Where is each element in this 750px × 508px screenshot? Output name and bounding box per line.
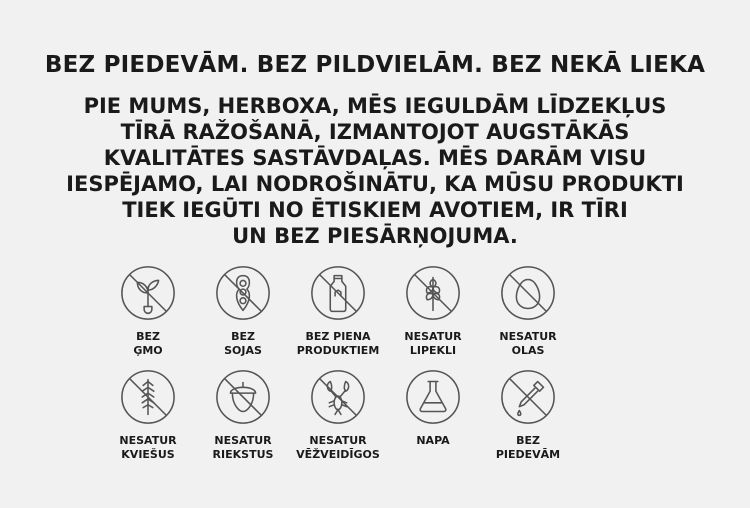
badge-napa — [378, 368, 488, 448]
badge-label: PIEDEVĀM — [495, 448, 561, 461]
headline: BEZ PIEDEVĀM. BEZ PILDVIELĀM. BEZ NEKĀ LIEKA — [44, 52, 706, 78]
mission-line: TIEK IEGŪTI NO ĒTISKIEM AVOTIEM, IR TĪRI — [122, 198, 628, 222]
milk-bottle-icon — [309, 264, 367, 322]
badge-label: BEZ — [516, 434, 540, 447]
soy-icon — [214, 264, 272, 322]
badge-no-wheat — [93, 368, 203, 462]
badge-no-nuts — [188, 368, 298, 462]
mission-line: KVALITĀTES SASTĀVDAĻAS. MĒS DARĀM VISU — [103, 146, 647, 170]
badge-label: NESATUR — [499, 330, 557, 343]
shellfish-icon — [309, 368, 367, 426]
badge-no-gmo — [93, 264, 203, 358]
badge-label: NESATUR — [119, 434, 177, 447]
mission-line: TĪRĀ RAŽOŠANĀ, IZMANTOJOT AUGSTĀKĀS — [120, 120, 630, 144]
badge-no-gluten — [378, 264, 488, 358]
egg-icon — [499, 264, 557, 322]
badge-no-soy — [188, 264, 298, 358]
badge-label: NESATUR — [404, 330, 462, 343]
badge-no-dairy — [283, 264, 393, 358]
badge-label: ĢMO — [133, 344, 163, 357]
badge-label: KVIEŠUS — [121, 448, 175, 461]
nut-icon — [214, 368, 272, 426]
mission-line: UN BEZ PIESĀRŅOJUMA. — [232, 224, 518, 248]
badge-no-additives — [473, 368, 583, 462]
dropper-icon — [499, 368, 557, 426]
badge-label: VĒŽVEIDĪGOS — [296, 448, 380, 461]
badge-label: SOJAS — [224, 344, 262, 357]
badge-no-eggs — [473, 264, 583, 358]
badge-label: LIPEKLI — [409, 344, 457, 357]
badge-label: NAPA — [416, 434, 450, 447]
badge-label: PRODUKTIEM — [296, 344, 380, 357]
gmo-seedling-icon — [119, 264, 177, 322]
mission-statement — [40, 93, 710, 249]
badge-label: BEZ — [136, 330, 160, 343]
badge-label: RIEKSTUS — [212, 448, 274, 461]
badge-label: NESATUR — [309, 434, 367, 447]
badge-label: BEZ — [231, 330, 255, 343]
wheat-icon — [119, 368, 177, 426]
mission-line: PIE MUMS, HERBOXA, MĒS IEGULDĀM LĪDZEKĻUS — [83, 94, 667, 118]
gluten-grain-icon — [404, 264, 462, 322]
free-from-badges — [119, 264, 631, 474]
badge-label: NESATUR — [214, 434, 272, 447]
flask-icon — [404, 368, 462, 426]
badge-no-shellfish — [283, 368, 393, 462]
mission-line: IESPĒJAMO, LAI NODROŠINĀTU, KA MŪSU PRODUKTI — [66, 172, 684, 196]
badge-label: BEZ PIENA — [305, 330, 371, 343]
badge-label: OLAS — [511, 344, 545, 357]
